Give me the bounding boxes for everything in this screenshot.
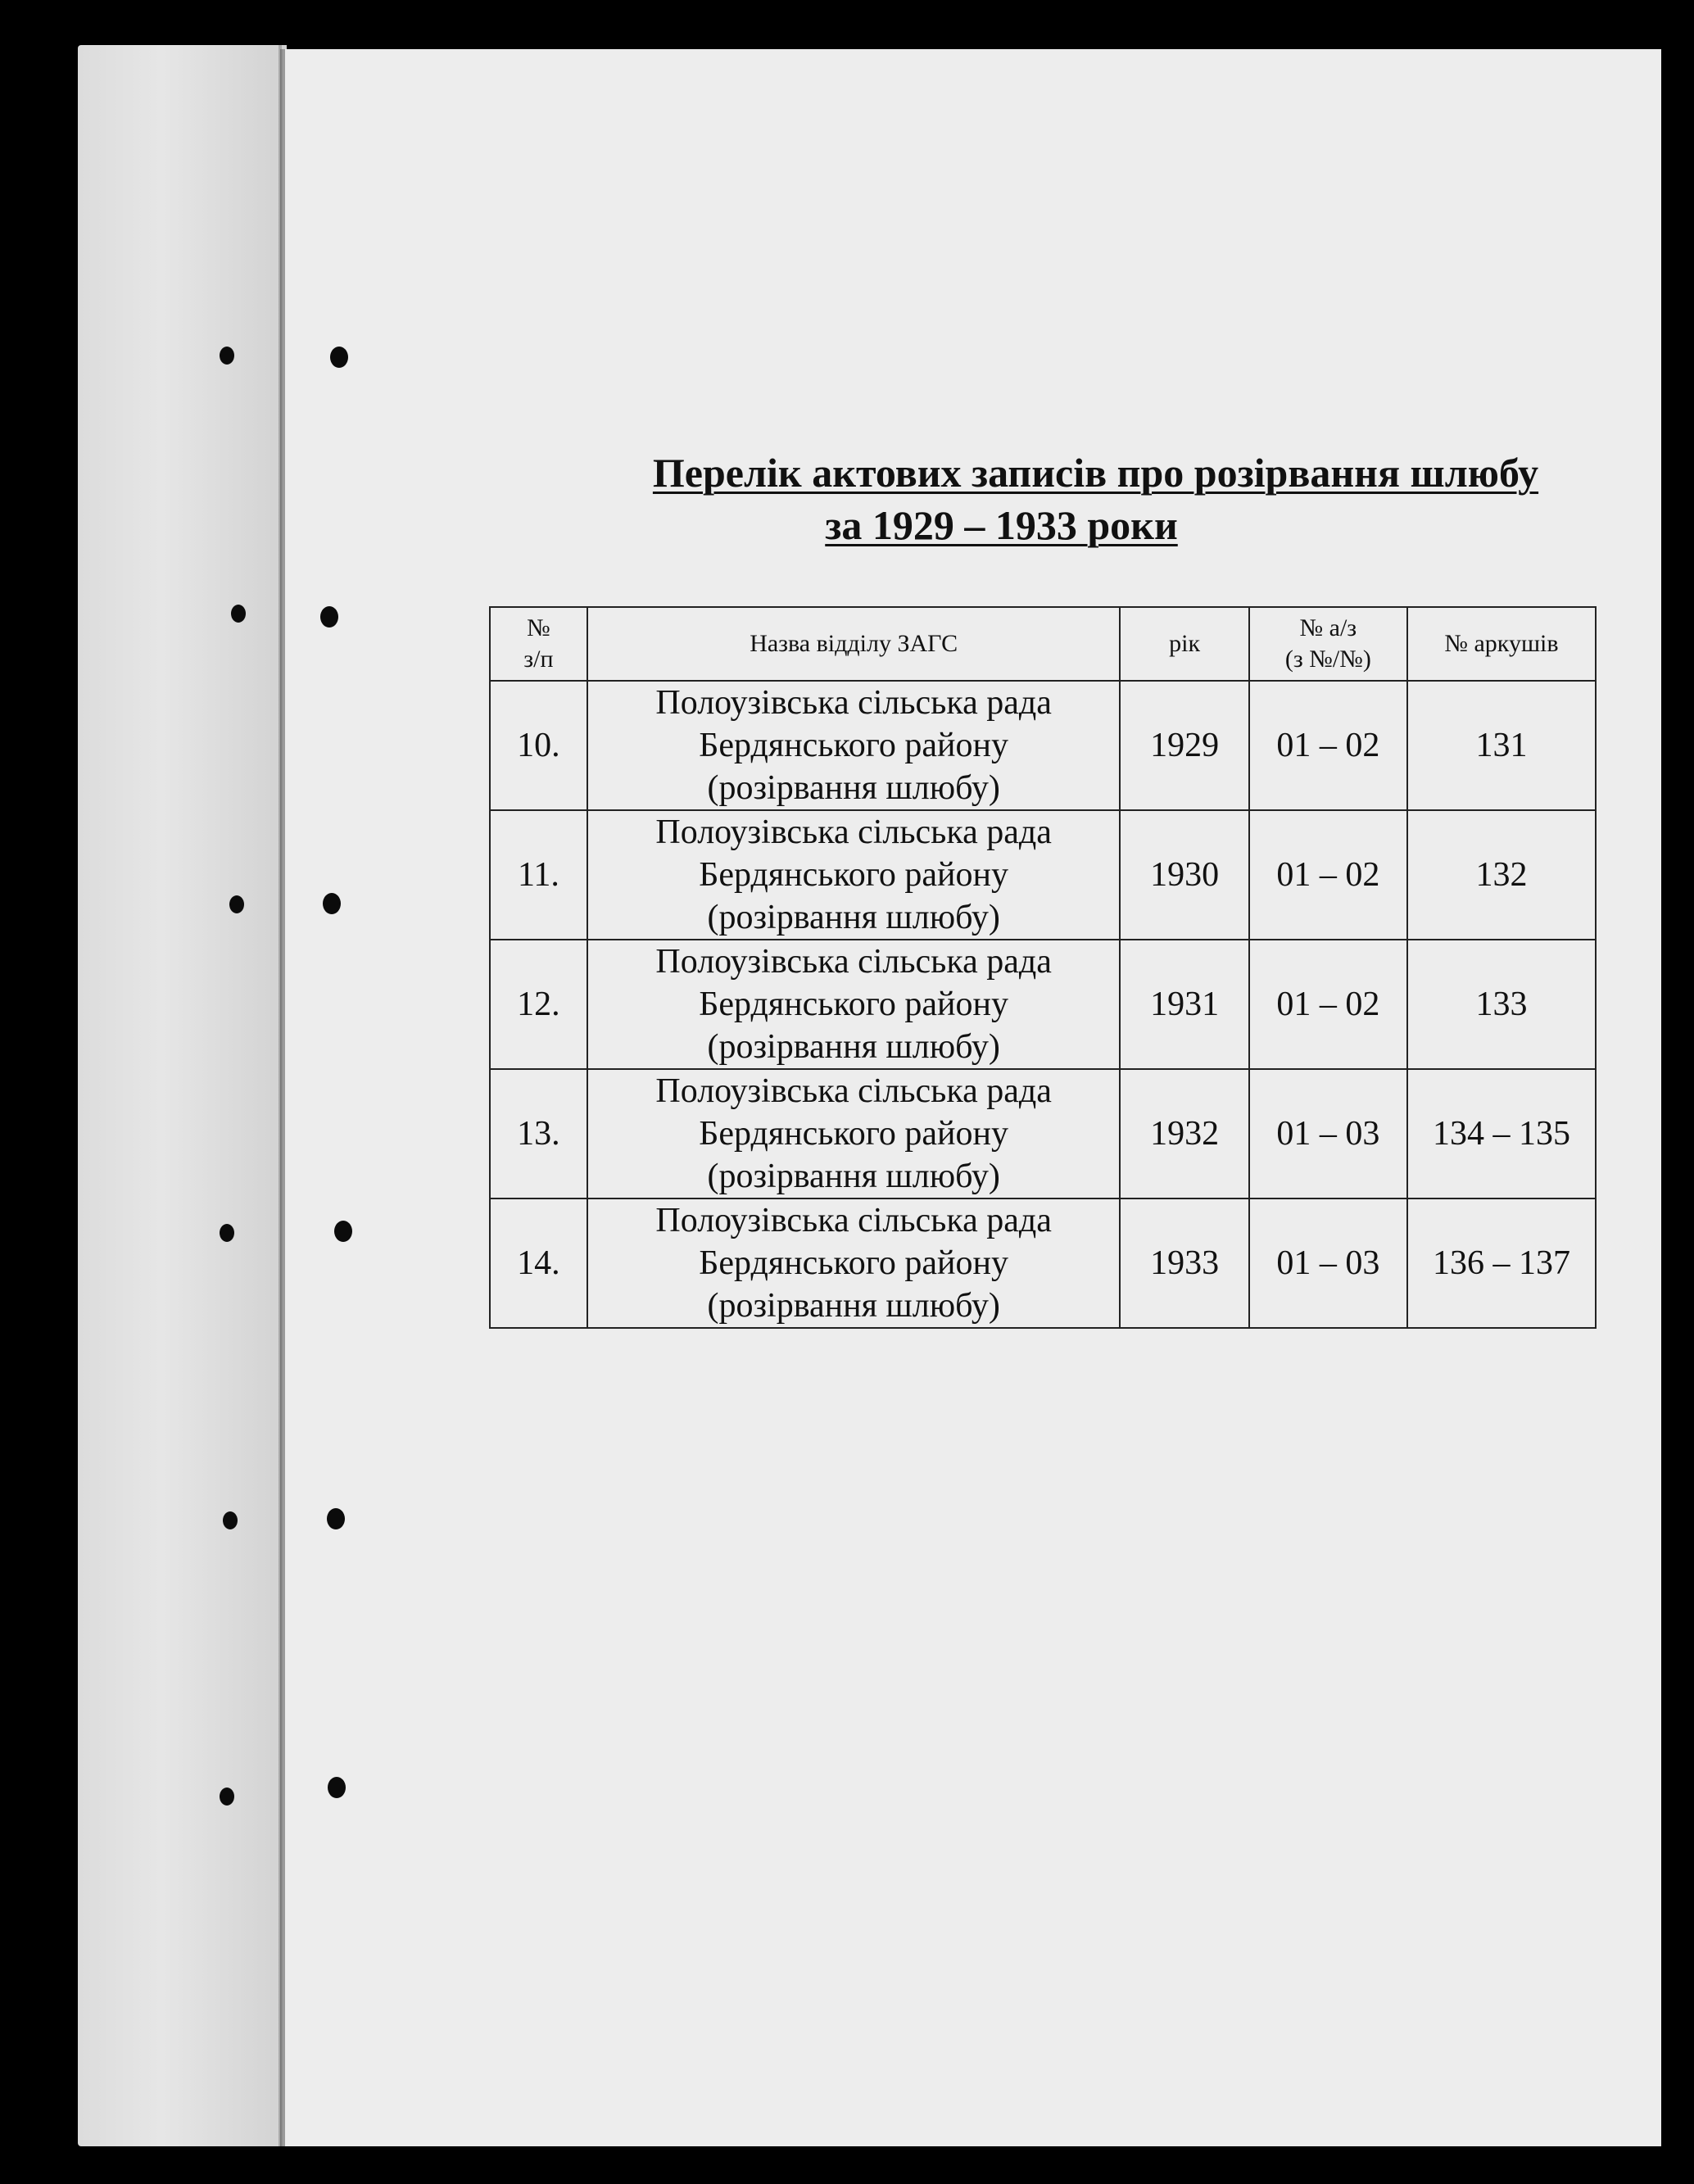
cell-num: 14. xyxy=(490,1198,587,1328)
punch-hole xyxy=(330,347,348,368)
name-line: (розірвання шлюбу) xyxy=(707,769,1000,807)
name-line: Бердянського району xyxy=(699,727,1009,764)
table-row xyxy=(490,681,1596,810)
punch-hole xyxy=(220,347,234,365)
back-page xyxy=(78,45,287,2146)
cell-year: 1931 xyxy=(1120,940,1248,1069)
table-row xyxy=(490,1198,1596,1328)
cell-acts: 01 – 03 xyxy=(1249,1069,1407,1198)
cell-num: 10. xyxy=(490,681,587,810)
cell-sheets: 136 – 137 xyxy=(1407,1198,1596,1328)
cell-sheets: 132 xyxy=(1407,810,1596,940)
title-line-2: за 1929 – 1933 роки xyxy=(825,502,1178,548)
table-row xyxy=(490,940,1596,1069)
punch-hole xyxy=(231,605,246,623)
cell-sheets: 134 – 135 xyxy=(1407,1069,1596,1198)
cell-name xyxy=(587,1198,1121,1328)
records-table xyxy=(489,606,1597,1329)
cell-sheets: 133 xyxy=(1407,940,1596,1069)
punch-hole xyxy=(220,1788,234,1806)
header-acts-line1: № а/з xyxy=(1299,614,1357,641)
name-line: Бердянського району xyxy=(699,986,1009,1023)
name-line: (розірвання шлюбу) xyxy=(707,1158,1000,1195)
cell-year: 1930 xyxy=(1120,810,1248,940)
cell-sheets: 131 xyxy=(1407,681,1596,810)
name-line: Бердянського району xyxy=(699,1115,1009,1153)
name-line: (розірвання шлюбу) xyxy=(707,899,1000,936)
name-line: Полоузівська сільська рада xyxy=(655,1202,1052,1239)
cell-name xyxy=(587,681,1121,810)
header-acts-line2: (з №/№) xyxy=(1284,646,1371,673)
name-line: Полоузівська сільська рада xyxy=(655,943,1052,981)
table-row xyxy=(490,810,1596,940)
punch-hole xyxy=(334,1221,352,1242)
cell-year: 1933 xyxy=(1120,1198,1248,1328)
header-name: Назва відділу ЗАГС xyxy=(587,607,1121,681)
header-acts xyxy=(1249,607,1407,681)
punch-hole xyxy=(223,1511,238,1529)
cell-name xyxy=(587,940,1121,1069)
name-line: Бердянського району xyxy=(699,856,1009,894)
cell-year: 1929 xyxy=(1120,681,1248,810)
header-num xyxy=(490,607,587,681)
cell-num: 12. xyxy=(490,940,587,1069)
header-sheets: № аркушів xyxy=(1407,607,1596,681)
cell-acts: 01 – 03 xyxy=(1249,1198,1407,1328)
punch-hole xyxy=(327,1508,345,1529)
header-num-line2: з/п xyxy=(523,646,554,673)
name-line: (розірвання шлюбу) xyxy=(707,1287,1000,1325)
punch-hole xyxy=(320,606,338,628)
punch-hole xyxy=(229,895,244,913)
name-line: Бердянського району xyxy=(699,1244,1009,1282)
cell-acts: 01 – 02 xyxy=(1249,810,1407,940)
name-line: Полоузівська сільська рада xyxy=(655,1072,1052,1110)
cell-num: 11. xyxy=(490,810,587,940)
cell-num: 13. xyxy=(490,1069,587,1198)
cell-acts: 01 – 02 xyxy=(1249,681,1407,810)
table-row xyxy=(490,1069,1596,1198)
name-line: Полоузівська сільська рада xyxy=(655,684,1052,722)
header-year: рік xyxy=(1120,607,1248,681)
punch-hole xyxy=(323,893,341,914)
cell-acts: 01 – 02 xyxy=(1249,940,1407,1069)
document-title xyxy=(491,446,1638,551)
cell-name xyxy=(587,810,1121,940)
table-header-row xyxy=(490,607,1596,681)
name-line: (розірвання шлюбу) xyxy=(707,1028,1000,1066)
cell-year: 1932 xyxy=(1120,1069,1248,1198)
cell-name xyxy=(587,1069,1121,1198)
title-line-1: Перелік актових записів про розірвання шлюбу xyxy=(652,450,1539,496)
header-num-line1: № xyxy=(527,614,550,641)
punch-hole xyxy=(220,1224,234,1242)
name-line: Полоузівська сільська рада xyxy=(655,813,1052,851)
punch-hole xyxy=(328,1777,346,1798)
